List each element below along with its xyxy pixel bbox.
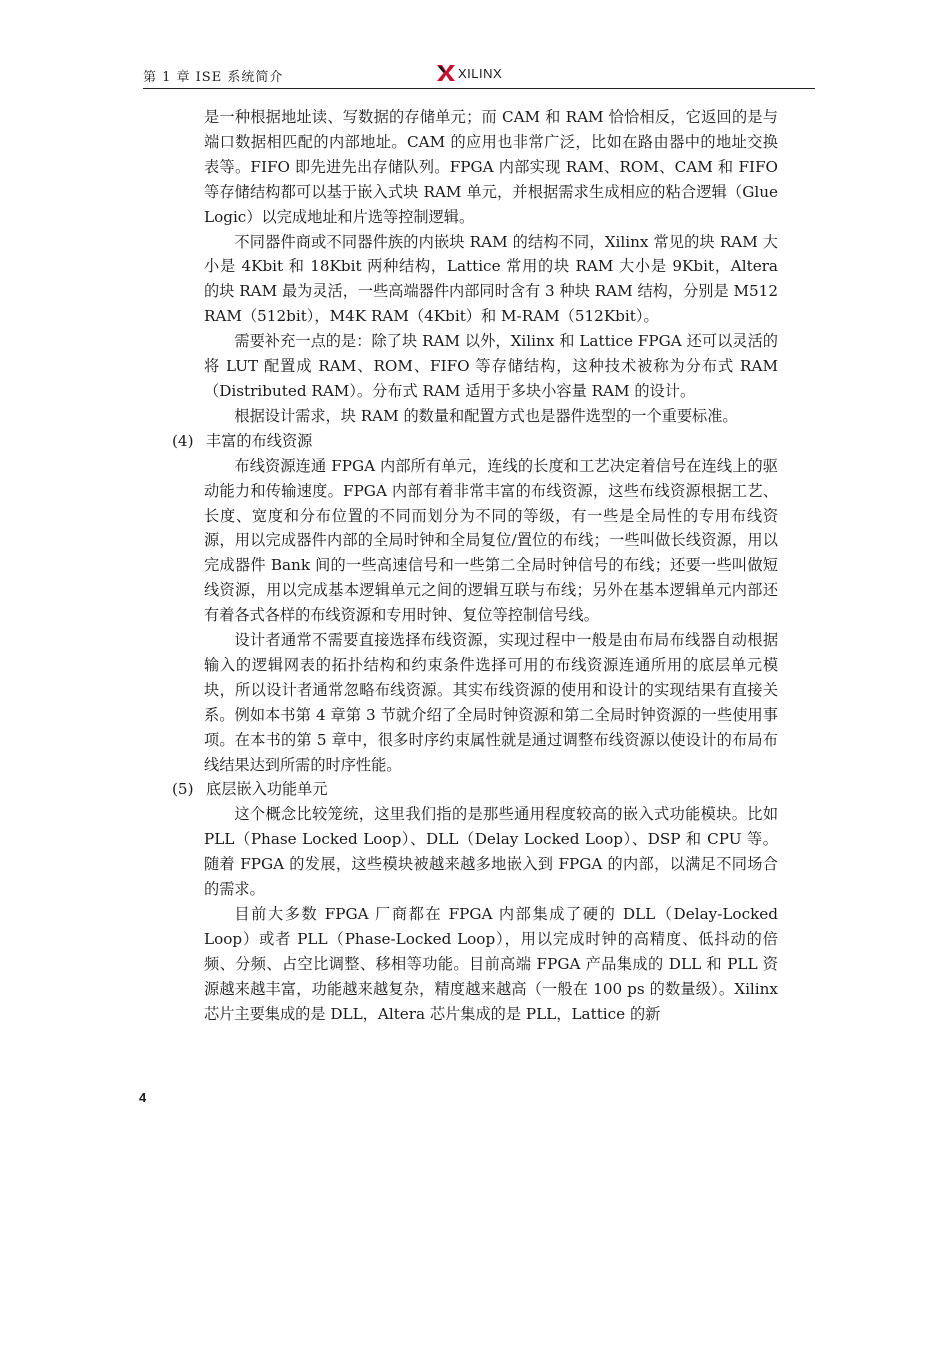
logo-text: XILINX [458,65,503,81]
body-paragraph: 目前大多数 FPGA 厂商都在 FPGA 内部集成了硬的 DLL（Delay-Locked Loop）或者 PLL（Phase-Locked Loop），用以完成时钟的高精度、低抖动的倍频、分频、占空比调整、移相等功能。目前高端 FPGA 产品集成的 DLL 和 PLL 资源越来越丰富，功能越来越复杂，精度越来越高（一般在 100 ps 的数量级）。Xilinx 芯片主要集成的是 DLL，Altera 芯片集成的是 PLL，Lattice 的新 [204,905,778,1023]
header-rule [143,88,815,89]
body-paragraph: 需要补充一点的是：除了块 RAM 以外，Xilinx 和 Lattice FPGA 还可以灵活的将 LUT 配置成 RAM、ROM、FIFO 等存储结构，这种技术被称为分布式 RAM（Distributed RAM）。分布式 RAM 适用于多块小容量 RAM 的设计。 [204,332,778,400]
chapter-title: 第 1 章 ISE 系统简介 [143,70,284,85]
body-paragraph: 布线资源连通 FPGA 内部所有单元，连线的长度和工艺决定着信号在连线上的驱动能力和传输速度。FPGA 内部有着非常丰富的布线资源，这些布线资源根据工艺、长度、宽度和分布位置的不同而划分为不同的等级，有一些是全局性的专用布线资源，用以完成器件内部的全局时钟和全局复位/置位的布线；一些叫做长线资源，用以完成器件 Bank 间的一些高速信号和一些第二全局时钟信号的布线；还要一些叫做短线资源，用以完成基本逻辑单元之间的逻辑互联与布线；另外在基本逻辑单元内部还有着各式各样的布线资源和专用时钟、复位等控制信号线。 [204,456,778,625]
section-heading [172,429,778,454]
xilinx-logo [436,63,502,83]
body-paragraph: 不同器件商或不同器件族的内嵌块 RAM 的结构不同，Xilinx 常见的块 RAM 大小是 4Kbit 和 18Kbit 两种结构，Lattice 常用的块 RAM 大小是 9Kbit，Altera 的块 RAM 最为灵活，一些高端器件内部同时含有 3 种块 RAM 结构，分别是 M512 RAM（512bit），M4K RAM（4Kbit）和 M-RAM（512Kbit）。 [204,232,778,326]
section-heading [172,777,778,802]
page-body [172,105,778,1027]
body-paragraph: 这个概念比较笼统，这里我们指的是那些通用程度较高的嵌入式功能模块。比如 PLL（Phase Locked Loop）、DLL（Delay Locked Loop）、DSP 和 CPU 等。随着 FPGA 的发展，这些模块被越来越多地嵌入到 FPGA 的内部，以满足不同场合的需求。 [204,805,778,899]
xilinx-logo-icon [436,63,456,83]
section-title: 底层嵌入功能单元 [206,780,328,799]
section-number: (4) [172,431,194,450]
body-paragraph: 设计者通常不需要直接选择布线资源，实现过程中一般是由布局布线器自动根据输入的逻辑网表的拓扑结构和约束条件选择可用的布线资源连通所用的底层单元模块，所以设计者通常忽略布线资源。其实布线资源的使用和设计的实现结果有直接关系。例如本书第 4 章第 3 节就介绍了全局时钟资源和第二全局时钟资源的一些使用事项。在本书的第 5 章中，很多时序约束属性就是通过调整布线资源以使设计的布局布线结果达到所需的时序性能。 [204,631,778,774]
page-number: 4 [139,1090,147,1105]
page-header [0,0,952,92]
body-paragraph: 根据设计需求，块 RAM 的数量和配置方式也是器件选型的一个重要标准。 [234,406,738,425]
section-number: (5) [172,780,194,799]
body-paragraph: 是一种根据地址读、写数据的存储单元；而 CAM 和 RAM 恰恰相反，它返回的是与端口数据相匹配的内部地址。CAM 的应用也非常广泛，比如在路由器中的地址交换表等。FIFO 即先进先出存储队列。FPGA 内部实现 RAM、ROM、CAM 和 FIFO 等存储结构都可以基于嵌入式块 RAM 单元，并根据需求生成相应的粘合逻辑（Glue Logic）以完成地址和片选等控制逻辑。 [204,108,778,226]
section-title: 丰富的布线资源 [206,431,313,450]
